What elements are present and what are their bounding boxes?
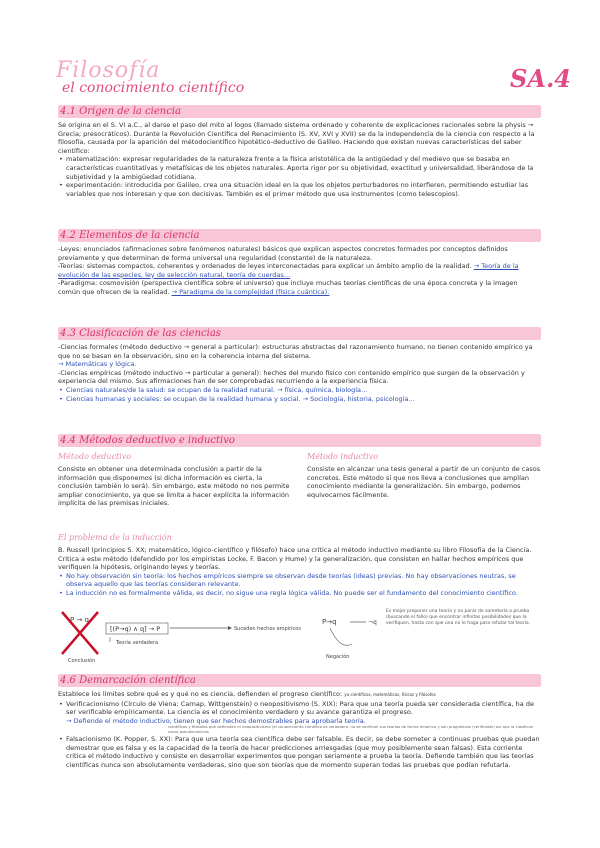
diagram2-formula: P→q <box>322 618 337 626</box>
s3-bullet-naturales: • Ciencias naturales/de la salud: se ocupan de la realidad natural. → física, química, biología… <box>58 386 541 395</box>
arrow-head <box>228 626 232 630</box>
s3-formales-example: → Matemáticas y lógica. <box>58 360 137 369</box>
s1-paragraph: Se origina en el S. VI a.C., al darse el paso del mito al logos (llamado sistema ordenado y coherente de explicaciones racionales sobre la physis → Grecia; presocráticos). Durante la Revolución Científica del Renacimiento (S. XV, XVI y XVII) se da la independencia de la ciencia con respecto a la filosofía, causada por la aparición del métodocientífico hipotético-deductivo de Galileo. Haciendo que existan nuevas características del saber científico: <box>58 121 535 155</box>
s3-empiricas: -Ciencias empíricas (método inductivo → particular a general): hechos del mundo físico con contenido empírico que surgen de la observación y experiencia del mismo. Sus afirmaciones han de ser comprobadas recurriendo a la experiencia física. <box>58 368 525 386</box>
section-4-2-body <box>58 245 541 297</box>
diagram2-curve <box>330 628 352 645</box>
induction-problem-body <box>58 546 541 598</box>
diagram-formula: [(P→q) ∧ q] → P <box>110 625 161 633</box>
section-4-1-body <box>58 121 541 198</box>
s2-paradigma-example: → Paradigma de la complejidad (física cuántica). <box>171 287 330 296</box>
page-title: el conocimiento científico <box>62 80 245 96</box>
induction-problem-title: El problema de la inducción <box>58 533 172 542</box>
bullet-induccion-no-valida: • La inducción no es formalmente válida, es decir, no sigue una regla lógica válida. No puede ser el fundamento del conocimiento científico. <box>58 589 541 598</box>
unit-label: SA.4 <box>510 64 572 93</box>
section-4-6-body <box>58 690 541 769</box>
title-background: Filosofía <box>56 58 161 83</box>
s3-bullet-humanas: • Ciencias humanas y sociales: se ocupan de la realidad humana y social. → Sociología, historia, psicología… <box>58 395 541 404</box>
diagram2-note: Es mejor proponer una teoría y no parar de someterla a prueba (buscando el fallo) que encontrar infinitas posibilidades que la verifiquen, hasta con que una no lo haga para refutar tal teoría. <box>386 609 531 626</box>
diagram-conclusion-label: Conclusión <box>68 658 96 664</box>
s3-formales: -Ciencias formales (método deductivo → general a particular): estructuras abstractas del razonamiento humano, no tienen contenido empírico ya que no se basan en la observación, sino en la coherencia interna del sistema. <box>58 343 533 360</box>
induction-diagram <box>58 610 348 664</box>
section-title-4-4: 4.4 Métodos deductivo e inductivo <box>60 435 235 446</box>
negation-diagram <box>320 610 380 662</box>
s5-bullet-falsacionismo: • Falsacionismo (K. Popper, S. XX): Para que una teoría sea científica debe ser falsable. Es decir, se debe someter a continuas pruebas que puedan demostrar que es falsa y es la capacidad de la teoría de hacer predicciones arriesgadas (que muy posiblemente sean falsas). Esta corriente critica el método inductivo y consiste en desarrollar experimentos que pongan seriamente a prueba la teoría. Defiende también que las teorías científicas nunca son absolutamente verdaderas, sino que son teorías que de momento superan todas las pruebas que podían refutarla. <box>58 735 541 769</box>
s1-bullet-math: • matematización: expresar regularidades de la naturaleza frente a la física aristotélica de la antigüedad y del medievo que se basaba en características cuantitativas y metafísicas de los objetos naturales. Aporta rigor por su objetividad, exactitud y universalidad, liberándose de la subjetividad y la ambigüedad cotidiana. <box>58 155 541 181</box>
s5-intro: Establece los límites sobre qué es y qué no es ciencia, defienden el progreso científico: <box>58 690 343 698</box>
s5-bullet-verificacionismo: • Verificacionismo (Círculo de Viena; Carnap, Wittgenstein) o neopositivismo (S. XIX): Para que una teoría pueda ser considerada científica, ha de ser verificable empíricamente. La ciencia es el conocimiento verdadero y su avance garantiza el progreso. <box>58 700 541 717</box>
deductive-title: Método deductivo <box>58 452 132 461</box>
section-title-4-3: 4.3 Clasificación de las ciencias <box>60 328 221 339</box>
inductive-title: Método inductivo <box>307 452 379 461</box>
s5-verificacionismo-defense: → Defiende el método inductivo, tienen que ser hechos demostrables para aprobarla teoría. <box>66 716 366 725</box>
section-title-4-1: 4.1 Origen de la ciencia <box>60 106 181 117</box>
section-title-4-2: 4.2 Elementos de la ciencia <box>60 230 200 241</box>
diagram2-negation: Negación <box>326 654 350 660</box>
s2-leyes: -Leyes: enunciados (afirmaciones sobre fenómenos naturales) básicos que explican aspectos concretos formados por conceptos definidos previamente y que determinan de forma universal una regularidad (constante) de la naturaleza. <box>58 245 508 262</box>
diagram-theory-label: Teoría verdadera <box>116 640 159 646</box>
s2-teorias-example: → Teoría de la evolución de las especies, ley de selección natural, teoría de cuerdas… <box>58 262 519 279</box>
s2-paradigma: -Paradigma: cosmovisión (perspectiva científica sobre el universo) que incluye muchas teorías científicas de una época concreta y la imagen común que ofrecen de la realidad. <box>58 279 518 296</box>
diagram2-q: ¬q <box>368 619 377 626</box>
section-title-4-6: 4.6 Demarcación científica <box>60 675 196 686</box>
s1-bullet-exp: • experimentación: introducida por Galileo, crea una situación ideal en la que los objetos perturbadores no interfieren, permitiendo estudiar las variables que nos interesan y que son decisivas. También es el primer método que usa instrumentos (como telescopios). <box>58 181 541 198</box>
diagram-arrow-label: Suceden hechos empíricos <box>234 626 301 632</box>
bullet-no-observacion: • No hay observación sin teoría: los hechos empíricos siempre se observan desde teorías (ideas) previas. No hay observaciones neutras, se observa aquello que las teorías consideran relevante. <box>58 572 541 589</box>
diagram-top-label: P → q <box>70 616 89 624</box>
deductive-text: Consiste en obtener una determinada conclusión a partir de la información que disponemos (si dicha información es cierta, la conclusión también lo será). Sin embargo, este método no nos permite ampliar conocimiento, ya que se limita a hacer explícita la información implícita de las premisas iniciales. <box>58 465 290 508</box>
inductive-text: Consiste en alcanzar una tesis general a partir de un conjunto de casos concretos. Este método sí que nos lleva a conclusiones que amplían conocimiento mediante la generalización. Sin embargo, podemos equivocarnos fácilmente. <box>307 465 541 499</box>
russell-paragraph: B. Russell (principios S. XX; matemático, lógico-científico y filósofo) hace una crítica al método inductivo mediante su libro Filosofía de la Ciencia. Critica a este método (defendido por los empiristas Locke, F. Bacon y Hume) y la generalización, que consisten en hallar hechos empíricos que verifiquen la hipótesis, originando leyes y teorías. <box>58 546 532 572</box>
s5-intro-note: ya científicos, matemáticos, físicos y filósofos <box>344 692 436 697</box>
section-4-3-body <box>58 343 541 403</box>
s2-teorias: -Teorías: sistemas compactos, coherentes y ordenados de leyes interconectadas para explicar un ámbito amplio de la realidad. <box>58 262 472 271</box>
s5-verificacionismo-note: científicos y filósofos que defienden el neopositivismo (el conocimiento científico es verdadero, no se verifican sus teorías de forma empírica y son progresivas (verificable) así que la clasifican como pseudociencias <box>168 724 534 735</box>
